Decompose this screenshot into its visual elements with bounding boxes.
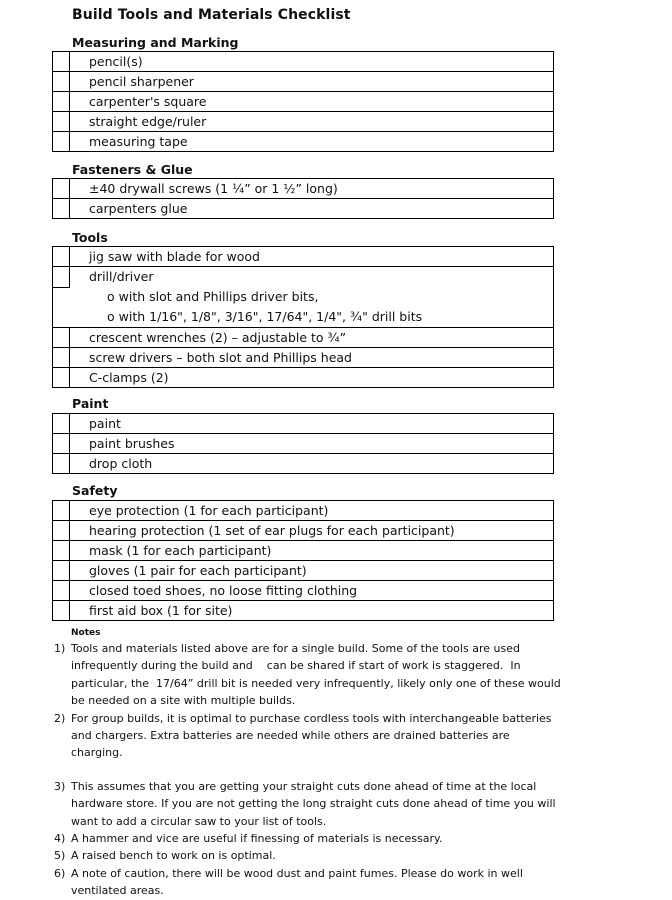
note-line: infrequently during the build and can be shared if start of work is staggered. In (71, 659, 521, 673)
checkbox[interactable] (53, 434, 70, 453)
item-label: measuring tape (89, 134, 188, 149)
checkbox[interactable] (53, 368, 70, 387)
item-sublabel: o with slot and Phillips driver bits, (107, 289, 319, 304)
item-label: drill/driver (89, 269, 154, 284)
checkbox[interactable] (53, 454, 70, 473)
section-heading-measuring: Measuring and Marking (72, 35, 239, 50)
note-line: A raised bench to work on is optimal. (71, 849, 276, 863)
note-line: This assumes that you are getting your straight cuts done ahead of time at the local (71, 779, 537, 793)
item-label: eye protection (1 for each participant) (89, 503, 329, 518)
note-number: 5) (54, 849, 66, 863)
item-label: ±40 drywall screws (1 ¼” or 1 ½” long) (89, 181, 338, 196)
list-item (53, 580, 553, 600)
item-label: pencil(s) (89, 54, 143, 69)
list-item (53, 131, 553, 151)
note-number: 3) (54, 779, 66, 793)
note-item (52, 640, 562, 710)
checkbox[interactable] (53, 541, 70, 560)
list-item (53, 347, 553, 367)
item-label: closed toed shoes, no loose fitting clothing (89, 583, 358, 598)
list-item (53, 501, 553, 520)
checklist-fasteners (52, 178, 554, 219)
item-label: hearing protection (1 set of ear plugs for each participant) (89, 523, 455, 538)
list-item (53, 540, 553, 560)
note-number: 6) (54, 866, 66, 880)
note-line: hardware store. If you are not getting the long straight cuts done ahead of time you will (71, 797, 556, 811)
item-label: carpenters glue (89, 201, 188, 216)
item-label: screw drivers – both slot and Phillips head (89, 350, 352, 365)
checkbox[interactable] (53, 348, 70, 367)
checklist-paint (52, 413, 554, 474)
checkbox[interactable] (53, 132, 70, 151)
note-number: 4) (54, 832, 66, 846)
list-item (53, 600, 553, 620)
list-item (53, 247, 553, 266)
checkbox[interactable] (53, 72, 70, 91)
list-item (53, 52, 553, 71)
item-label: first aid box (1 for site) (89, 603, 233, 618)
item-label: carpenter's square (89, 94, 207, 109)
list-item (53, 71, 553, 91)
note-line: ventilated areas. (71, 884, 164, 898)
list-item (53, 198, 553, 218)
checkbox[interactable] (53, 561, 70, 580)
list-item (53, 367, 553, 387)
list-item (53, 91, 553, 111)
list-item (53, 327, 553, 347)
checkbox[interactable] (53, 179, 70, 198)
note-item (52, 778, 562, 830)
list-item (53, 179, 553, 198)
checklist-measuring (52, 51, 554, 152)
page-title: Build Tools and Materials Checklist (72, 7, 351, 23)
note-line: For group builds, it is optimal to purchase cordless tools with interchangeable batteries (71, 711, 552, 725)
checkbox[interactable] (53, 112, 70, 131)
note-line: want to add a circular saw to your list of tools. (71, 814, 327, 828)
note-item (52, 710, 562, 762)
list-item (53, 520, 553, 540)
checkbox[interactable] (53, 199, 70, 218)
list-item (53, 453, 553, 473)
checkbox[interactable] (53, 501, 70, 520)
notes-heading: Notes (71, 628, 101, 638)
checkbox[interactable] (53, 581, 70, 600)
note-number: 2) (54, 711, 66, 725)
item-label: mask (1 for each participant) (89, 543, 272, 558)
note-line: A note of caution, there will be wood dust and paint fumes. Please do work in well (71, 866, 523, 880)
list-item (53, 560, 553, 580)
item-label: crescent wrenches (2) – adjustable to ¾” (89, 330, 347, 345)
note-item (52, 830, 562, 847)
checkbox[interactable] (53, 521, 70, 540)
note-line: be needed on a site with multiple builds. (71, 694, 296, 708)
section-heading-safety: Safety (72, 483, 118, 498)
note-line: particular, the 17/64” drill bit is needed very infrequently, likely only one of these would (71, 676, 561, 690)
checkbox[interactable] (53, 92, 70, 111)
item-label: drop cloth (89, 456, 153, 471)
item-label: C-clamps (2) (89, 370, 169, 385)
note-line: and chargers. Extra batteries are needed while others are drained batteries are charging. (71, 729, 510, 760)
section-heading-paint: Paint (72, 396, 109, 411)
checkbox[interactable] (53, 52, 70, 71)
item-label: paint brushes (89, 436, 175, 451)
checklist-tools (52, 246, 554, 388)
list-item (53, 111, 553, 131)
item-label: straight edge/ruler (89, 114, 207, 129)
note-number: 1) (54, 642, 66, 655)
item-label: gloves (1 pair for each participant) (89, 563, 307, 578)
note-item (52, 847, 562, 864)
checkbox[interactable] (53, 328, 70, 347)
item-label: paint (89, 416, 121, 431)
list-item (53, 414, 553, 433)
note-line: Tools and materials listed above are for a single build. Some of the tools are used (71, 642, 520, 655)
section-heading-tools: Tools (72, 230, 108, 245)
item-sublabel: o with 1/16", 1/8", 3/16", 17/64", 1/4", ¾" drill bits (107, 309, 423, 324)
section-heading-fasteners: Fasteners & Glue (72, 162, 193, 177)
checkbox[interactable] (53, 601, 70, 620)
note-item (52, 865, 562, 900)
checklist-safety (52, 500, 554, 621)
list-item-drill (53, 266, 553, 327)
checkbox[interactable] (53, 267, 70, 288)
notes-list (52, 640, 562, 900)
item-label: pencil sharpener (89, 74, 194, 89)
checkbox[interactable] (53, 247, 70, 266)
checkbox[interactable] (53, 414, 70, 433)
note-line: A hammer and vice are useful if finessing of materials is necessary. (71, 832, 443, 846)
item-label: jig saw with blade for wood (89, 249, 260, 264)
list-item (53, 433, 553, 453)
